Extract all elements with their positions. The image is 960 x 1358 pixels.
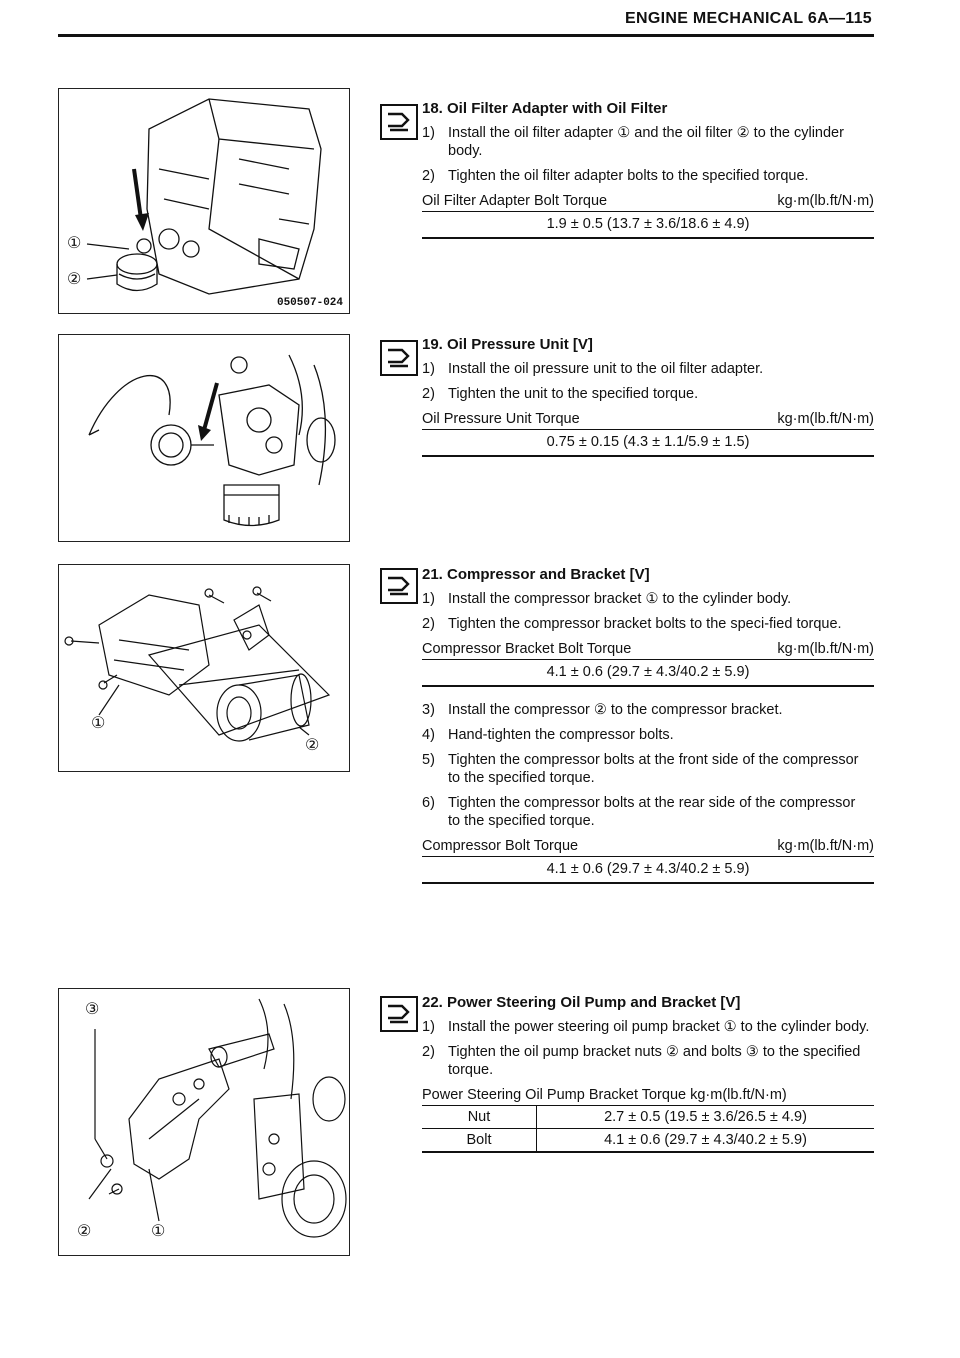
step-number: 2) (422, 1044, 435, 1060)
step-text: Tighten the compressor bracket bolts to the speci-fied torque. (448, 616, 842, 632)
table-row (422, 1106, 874, 1129)
torque-spec-header (422, 410, 874, 430)
step-text: Hand-tighten the compressor bolts. (448, 727, 674, 743)
step-text: Tighten the compressor bolts at the front side of the compressor to the specified torque. (448, 752, 859, 786)
torque-unit: kg·m(lb.ft/N·m) (777, 193, 874, 209)
step-text: Install the compressor bracket ① to the cylinder body. (448, 591, 792, 607)
torque-value: 4.1 ± 0.6 (29.7 ± 4.3/40.2 ± 5.9) (422, 660, 874, 687)
section-title: 22. Power Steering Oil Pump and Bracket [V] (422, 994, 741, 1011)
step-number: 2) (422, 616, 435, 632)
step-text: Install the oil pressure unit to the oil filter adapter. (448, 361, 764, 377)
step-text: Install the oil filter adapter ① and the oil filter ② to the cylinder body. (448, 125, 844, 159)
torque-table (422, 1106, 874, 1153)
step-number: 1) (422, 1019, 435, 1035)
torque-value: 1.9 ± 0.5 (13.7 ± 3.6/18.6 ± 4.9) (422, 212, 874, 239)
step-number: 6) (422, 795, 435, 811)
table-cell-value: 2.7 ± 0.5 (19.5 ± 3.6/26.5 ± 4.9) (537, 1106, 875, 1129)
engine-oil-filter-illustration (59, 89, 349, 313)
step-6 (422, 794, 874, 830)
step-number: 1) (422, 361, 435, 377)
step-1 (422, 590, 874, 608)
torque-value: 0.75 ± 0.15 (4.3 ± 1.1/5.9 ± 1.5) (422, 430, 874, 457)
step-text: Tighten the unit to the specified torque. (448, 386, 699, 402)
torque-value: 4.1 ± 0.6 (29.7 ± 4.3/40.2 ± 5.9) (422, 857, 874, 884)
step-1 (422, 1018, 874, 1036)
section-title: 19. Oil Pressure Unit [V] (422, 336, 593, 353)
step-1 (422, 124, 874, 160)
install-icon (380, 340, 418, 376)
section-19 (422, 336, 874, 457)
oil-pressure-unit-illustration (59, 335, 349, 541)
step-text: Install the power steering oil pump bracket ① to the cylinder body. (448, 1019, 870, 1035)
step-number: 3) (422, 702, 435, 718)
step-2 (422, 615, 874, 633)
torque-spec-header (422, 837, 874, 857)
table-cell-label: Bolt (422, 1129, 537, 1153)
section-18 (422, 100, 874, 239)
table-cell-value: 4.1 ± 0.6 (29.7 ± 4.3/40.2 ± 5.9) (537, 1129, 875, 1153)
install-icon (380, 568, 418, 604)
torque-unit: kg·m(lb.ft/N·m) (777, 838, 874, 854)
step-number: 2) (422, 386, 435, 402)
callout-2: ② (67, 271, 82, 288)
install-icon (380, 996, 418, 1032)
callout-2: ② (77, 1223, 92, 1240)
step-number: 4) (422, 727, 435, 743)
figure-power-steering-bracket (58, 988, 350, 1256)
callout-2: ② (305, 737, 320, 754)
page-header-title: ENGINE MECHANICAL 6A—115 (625, 10, 872, 27)
torque-unit: kg·m(lb.ft/N·m) (777, 641, 874, 657)
figure-code: 050507-024 (276, 297, 343, 309)
figure-compressor-bracket (58, 564, 350, 772)
section-title: 21. Compressor and Bracket [V] (422, 566, 650, 583)
step-number: 2) (422, 168, 435, 184)
power-steering-bracket-illustration (59, 989, 349, 1255)
section-title: 18. Oil Filter Adapter with Oil Filter (422, 100, 668, 117)
install-icon (380, 104, 418, 140)
torque-spec-header (422, 192, 874, 212)
step-3 (422, 701, 874, 719)
table-cell-label: Nut (422, 1106, 537, 1129)
step-text: Install the compressor ② to the compressor bracket. (448, 702, 783, 718)
step-number: 1) (422, 591, 435, 607)
callout-1: ① (91, 715, 106, 732)
step-text: Tighten the oil filter adapter bolts to the specified torque. (448, 168, 809, 184)
callout-1: ① (151, 1223, 166, 1240)
callout-1: ① (67, 235, 82, 252)
step-5 (422, 751, 874, 787)
section-21 (422, 566, 874, 884)
table-row (422, 1129, 874, 1153)
torque-heading: Power Steering Oil Pump Bracket Torque kg·m(lb.ft/N·m) (422, 1087, 787, 1103)
step-number: 1) (422, 125, 435, 141)
torque-spec-header (422, 1086, 874, 1106)
figure-oil-pressure-unit (58, 334, 350, 542)
figure-oil-filter-adapter (58, 88, 350, 314)
step-2 (422, 167, 874, 185)
torque-label: Oil Pressure Unit Torque (422, 411, 580, 427)
torque-label: Compressor Bracket Bolt Torque (422, 641, 632, 657)
step-1 (422, 360, 874, 378)
header-rule (58, 34, 874, 37)
callout-3: ③ (85, 1001, 100, 1018)
step-4 (422, 726, 874, 744)
torque-unit: kg·m(lb.ft/N·m) (777, 411, 874, 427)
section-22 (422, 994, 874, 1153)
torque-label: Compressor Bolt Torque (422, 838, 579, 854)
step-2 (422, 1043, 874, 1079)
torque-label: Oil Filter Adapter Bolt Torque (422, 193, 608, 209)
step-text: Tighten the oil pump bracket nuts ② and bolts ③ to the specified torque. (448, 1044, 861, 1078)
step-number: 5) (422, 752, 435, 768)
torque-spec-header (422, 640, 874, 660)
step-2 (422, 385, 874, 403)
step-text: Tighten the compressor bolts at the rear side of the compressor to the specified torque. (448, 795, 856, 829)
